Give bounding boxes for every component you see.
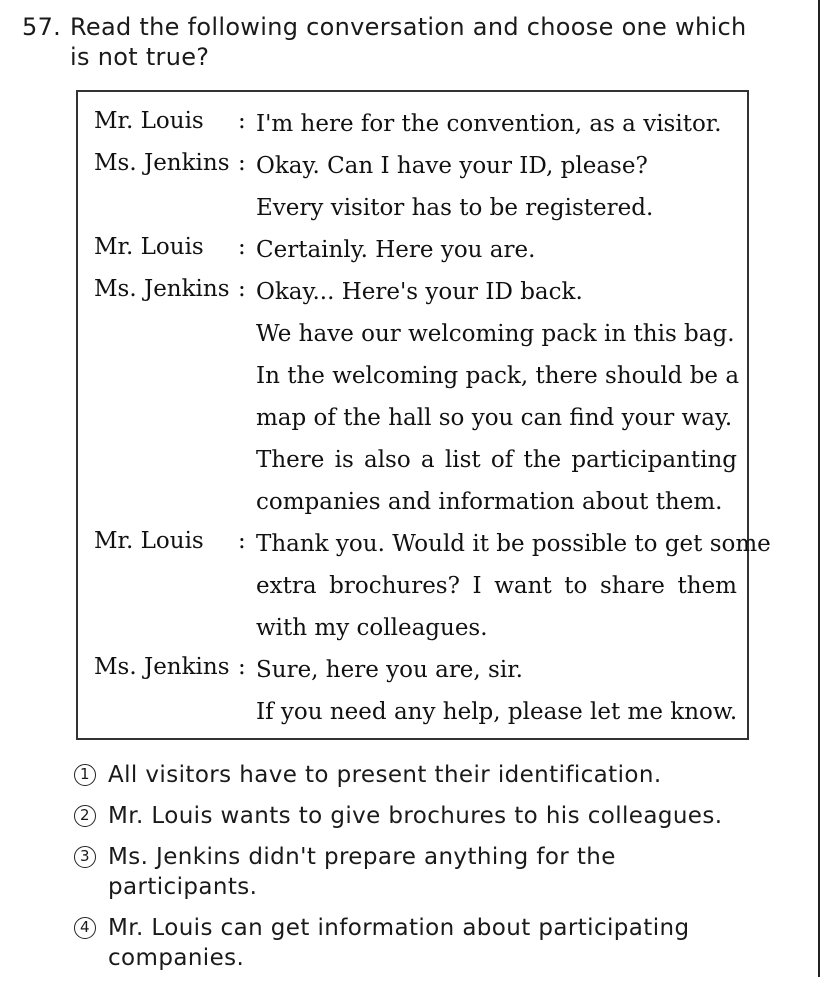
utterance [256, 276, 740, 528]
speaker-name: Ms. Jenkins [94, 654, 230, 680]
answer-options [74, 760, 774, 984]
utterance-line: Certainly. Here you are. [256, 237, 536, 263]
speaker-colon: : [238, 528, 246, 554]
answer-option-2[interactable] [74, 801, 774, 831]
utterance-line: Okay... Here's your ID back. [256, 279, 583, 305]
utterance-line: map of the hall so you can find your way. [256, 405, 733, 431]
speaker-name: Mr. Louis [94, 108, 204, 134]
utterance [256, 654, 737, 738]
utterance [256, 528, 771, 654]
option-text: Mr. Louis wants to give brochures to his colleagues. [108, 803, 723, 829]
speaker-colon: : [238, 150, 246, 176]
answer-option-4[interactable] [74, 913, 774, 973]
speaker-colon: : [238, 654, 246, 680]
option-text: Ms. Jenkins didn't prepare anything for the [108, 844, 616, 870]
utterance [256, 150, 737, 234]
speaker-colon: : [238, 108, 246, 134]
utterance [256, 108, 737, 150]
utterance-line: I'm here for the convention, as a visitor. [256, 111, 722, 137]
question-text-line2: is not true? [70, 43, 210, 71]
utterance-line: We have our welcoming pack in this bag. [256, 321, 735, 347]
utterance-line: If you need any help, please let me know. [256, 699, 738, 725]
speaker-name: Ms. Jenkins [94, 276, 230, 302]
utterance-line: Okay. Can I have your ID, please? [256, 153, 648, 179]
question-text-line1: Read the following conversation and choose one which [70, 13, 747, 41]
option-number-circle: 2 [74, 805, 96, 827]
utterance-line: In the welcoming pack, there should be a [256, 363, 740, 389]
utterance-line: There is also a list of the participanting [256, 447, 737, 473]
option-text: All visitors have to present their identification. [108, 762, 662, 788]
answer-option-1[interactable] [74, 760, 774, 790]
option-text: Mr. Louis can get information about participating [108, 915, 690, 941]
right-margin-rule [818, 0, 820, 977]
option-text: participants. [108, 874, 258, 900]
option-number-circle: 4 [74, 917, 96, 939]
utterance [256, 234, 737, 276]
utterance-line: Thank you. Would it be possible to get some [256, 531, 771, 557]
utterance-line: Sure, here you are, sir. [256, 657, 523, 683]
speaker-colon: : [238, 276, 246, 302]
speaker-name: Ms. Jenkins [94, 150, 230, 176]
answer-option-3[interactable] [74, 842, 774, 902]
option-text: companies. [108, 945, 245, 971]
speaker-name: Mr. Louis [94, 234, 204, 260]
conversation-box [76, 90, 771, 740]
utterance-line: Every visitor has to be registered. [256, 195, 654, 221]
option-number-circle: 3 [74, 846, 96, 868]
utterance-line: companies and information about them. [256, 489, 723, 515]
question-number: 57. [22, 13, 62, 41]
utterance-line: with my colleagues. [256, 615, 488, 641]
speaker-name: Mr. Louis [94, 528, 204, 554]
question-stem [22, 12, 762, 72]
option-number-circle: 1 [74, 764, 96, 786]
speaker-colon: : [238, 234, 246, 260]
utterance-line: extra brochures? I want to share them [256, 573, 737, 599]
